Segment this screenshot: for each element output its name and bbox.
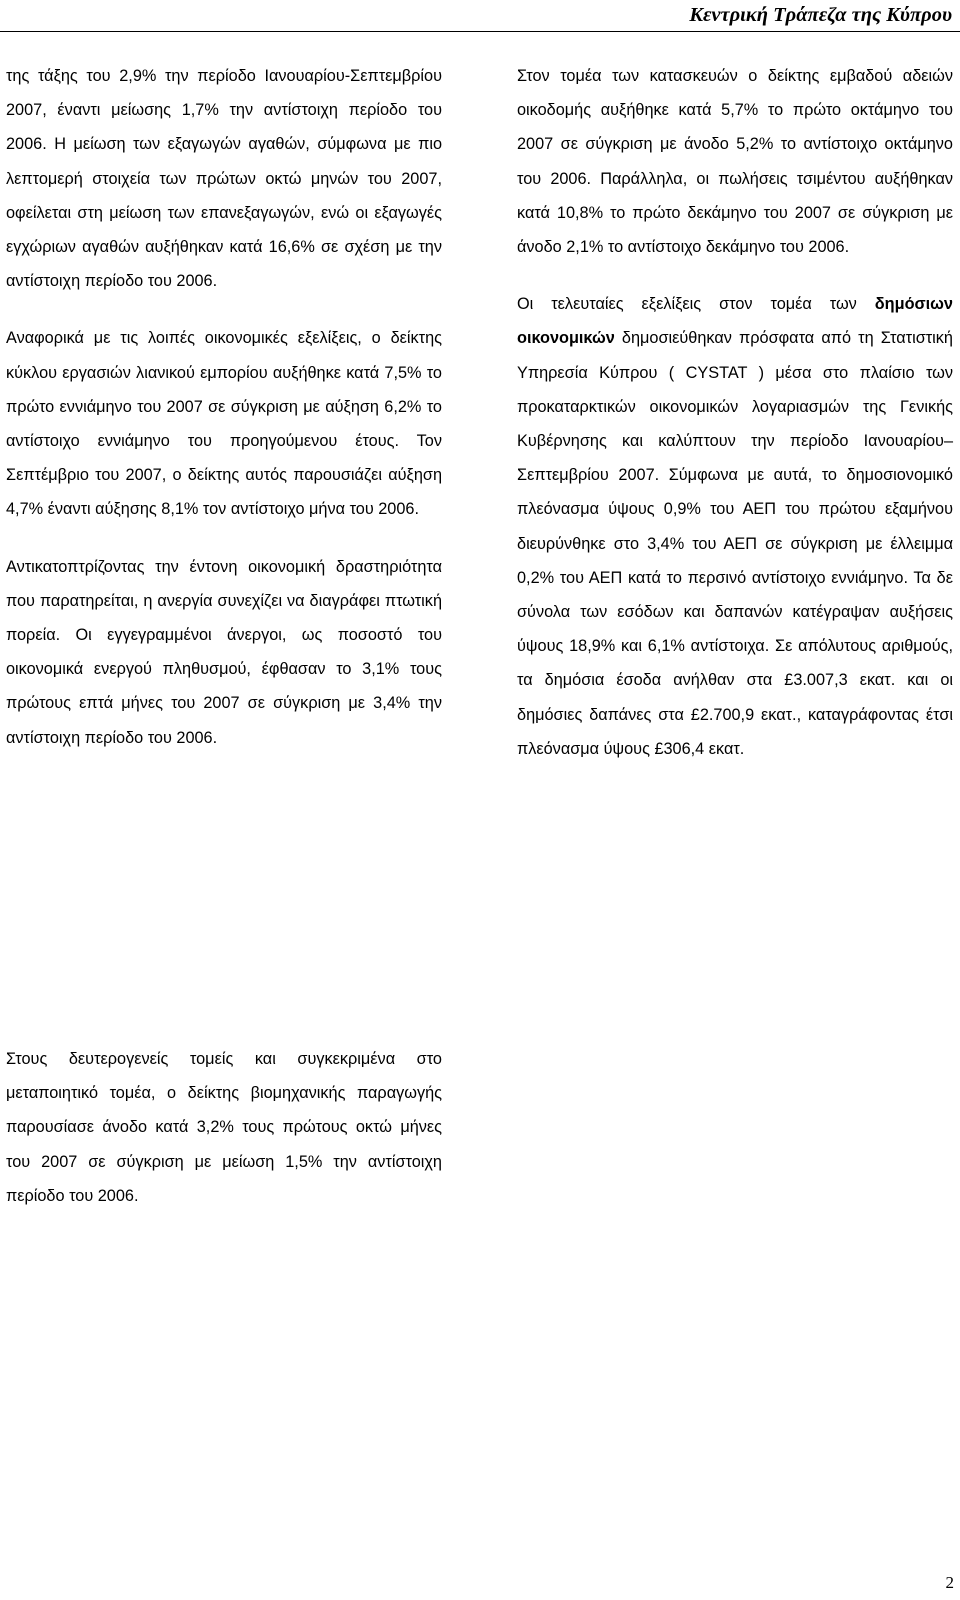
paragraph-manufacturing: Στους δευτερογενείς τομείς και συγκεκριμένα στο μεταποιητικό τομέα, ο δείκτης βιομηχανικής παραγωγής παρουσίασε άνοδο κατά 3,2% τους πρώτους οκτώ μήνες του 2007 σε σύγκριση με μείωση 1,5% την αντίστοιχη περίοδο του 2006. [6,1050,442,1205]
public-finances-intro: Οι τελευταίες εξελίξεις στον τομέα των [517,295,875,314]
left-column [6,59,442,755]
page-header [0,0,960,34]
public-finances-body: δημοσιεύθηκαν πρόσφατα από τη Στατιστική Υπηρεσία Κύπρου ( CYSTAT ) μέσα στο πλαίσιο των προκαταρκτικών οικονομικών λογαριασμών της Γενικής Κυβέρνησης και καλύπτουν την περίοδο Ιανουαρίου–Σεπτεμβρίου 2007. Σύμφωνα με αυτά, το δημοσιονομικό πλεόνασμα ύψους 0,9% του ΑΕΠ του πρώτου εξαμήνου διευρύνθηκε στο 3,4% του ΑΕΠ σε σύγκριση με έλλειμμα 0,2% του ΑΕΠ κατά το περσινό αντίστοιχο εννιάμηνο. Τα δε σύνολα των εσόδων και δαπανών κατέγραψαν αυξήσεις ύψους 18,9% και 6,1% αντίστοιχα. Σε απόλυτους αριθμούς, τα δημόσια έσοδα ανήλθαν στα £3.007,3 εκατ. και οι δημόσιες δαπάνες στα £2.700,9 εκατ., καταγράφοντας έτσι πλεόνασμα ύψους £306,4 εκατ. [517,329,953,758]
paragraph-retail-trade: Αναφορικά με τις λοιπές οικονομικές εξελίξεις, ο δείκτης κύκλου εργασιών λιανικού εμπορίου αυξήθηκε κατά 7,5% το πρώτο εννιάμηνο του 2007 σε σύγκριση με αύξηση 6,2% το αντίστοιχο εννιάμηνο του προηγούμενου έτους. Τον Σεπτέμβριο του 2007, ο δείκτης αυτός παρουσιάζει αύξηση 4,7% έναντι αύξησης 8,1% τον αντίστοιχο μήνα του 2006. [6,329,442,519]
header-title: Κεντρική Τράπεζα της Κύπρου [689,4,952,26]
right-column [517,59,953,766]
header-rule [0,31,960,32]
paragraph-unemployment: Αντικατοπτρίζοντας την έντονη οικονομική δραστηριότητα που παρατηρείται, η ανεργία συνεχίζει να διαγράφει πτωτική πορεία. Οι εγγεγραμμένοι άνεργοι, ως ποσοστό του οικονομικά ενεργού πληθυσμού, έφθασαν το 3,1% τους πρώτους επτά μήνες του 2007 σε σύγκριση με 3,4% την αντίστοιχη περίοδο του 2006. [6,557,442,747]
bottom-section [6,1042,442,1213]
page-number: 2 [945,1573,954,1592]
paragraph-construction: Στον τομέα των κατασκευών ο δείκτης εμβαδού αδειών οικοδομής αυξήθηκε κατά 5,7% το πρώτο οκτάμηνο του 2007 σε σύγκριση με άνοδο 5,2% το αντίστοιχο οκτάμηνο του 2006. Παράλληλα, οι πωλήσεις τσιμέντου αυξήθηκαν κατά 10,8% το πρώτο δεκάμηνο του 2007 σε σύγκριση με άνοδο 2,1% το αντίστοιχο δεκάμηνο του 2006. [517,67,953,257]
paragraph-exports: της τάξης του 2,9% την περίοδο Ιανουαρίου-Σεπτεμβρίου 2007, έναντι μείωσης 1,7% την αντίστοιχη περίοδο του 2006. Η μείωση των εξαγωγών αγαθών, σύμφωνα με πιο λεπτομερή στοιχεία των πρώτων οκτώ μηνών του 2007, οφείλεται στη μείωση των επανεξαγωγών, ενώ οι εξαγωγές εγχώριων αγαθών αυξήθηκαν κατά 16,6% σε σχέση με την αντίστοιχη περίοδο του 2006. [6,67,442,291]
public-finances-bold-term: δημόσιων οικονομικών [517,295,953,348]
paragraph-public-finances [517,287,953,766]
